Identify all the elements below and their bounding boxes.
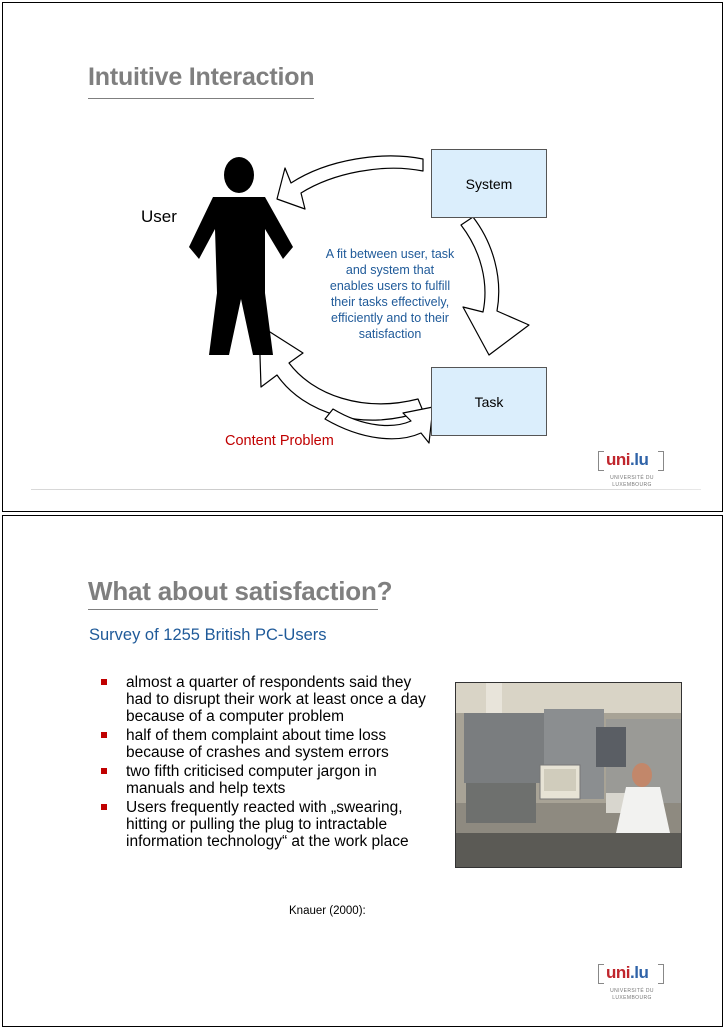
bullet-list xyxy=(99,674,429,852)
office-photo xyxy=(455,682,682,868)
arrow-system-to-task xyxy=(461,217,529,355)
system-label: System xyxy=(465,175,513,192)
slide-title: What about satisfaction? xyxy=(88,576,393,606)
user-label: User xyxy=(141,207,177,226)
bullet-item: half of them complaint about time loss because of crashes and system errors xyxy=(99,727,429,761)
bullet-square-icon xyxy=(101,804,107,810)
university-logo xyxy=(596,448,666,494)
bullet-item: two fifth criticised computer jargon in manuals and help texts xyxy=(99,763,429,797)
logo-bracket-right xyxy=(658,964,664,984)
logo-bracket-left xyxy=(598,451,604,471)
bullet-item: Users frequently reacted with „swearing, hitting or pulling the plug to intractable information technology“ at the work place xyxy=(99,799,429,850)
university-logo xyxy=(596,961,666,1007)
interaction-diagram xyxy=(3,3,723,512)
logo-bracket-left xyxy=(598,964,604,984)
user-figure-icon xyxy=(189,157,293,355)
slide-title: Intuitive Interaction xyxy=(88,63,315,91)
bullet-square-icon xyxy=(101,732,107,738)
title-underline xyxy=(88,609,378,610)
slide-what-about-satisfaction xyxy=(2,515,723,1027)
bullet-square-icon xyxy=(101,679,107,685)
office-photo-illustration xyxy=(456,683,681,867)
logo-line-2: LUXEMBOURG xyxy=(612,482,652,488)
bullet-square-icon xyxy=(101,768,107,774)
slide-subtitle: Survey of 1255 British PC-Users xyxy=(89,626,327,644)
system-box xyxy=(431,149,547,218)
task-box xyxy=(431,367,547,436)
center-description: A fit between user, task and system that enables users to fulfill their tasks effectively, efficiently and to their satisfaction xyxy=(325,247,455,341)
logo-mark: uni.lu xyxy=(606,450,649,469)
logo-line-2: LUXEMBOURG xyxy=(612,995,652,1001)
task-label: Task xyxy=(474,393,504,410)
slide-intuitive-interaction xyxy=(2,2,723,512)
arrow-system-to-user xyxy=(277,156,423,209)
logo-line-1: UNIVERSITÉ DU xyxy=(610,988,654,994)
logo-bracket-right xyxy=(658,451,664,471)
bullet-item: almost a quarter of respondents said they had to disrupt their work at least once a day because of a computer problem xyxy=(99,674,429,725)
logo-line-1: UNIVERSITÉ DU xyxy=(610,475,654,481)
citation: Knauer (2000): xyxy=(289,905,366,917)
content-problem-label: Content Problem xyxy=(225,433,334,449)
logo-mark: uni.lu xyxy=(606,963,649,982)
